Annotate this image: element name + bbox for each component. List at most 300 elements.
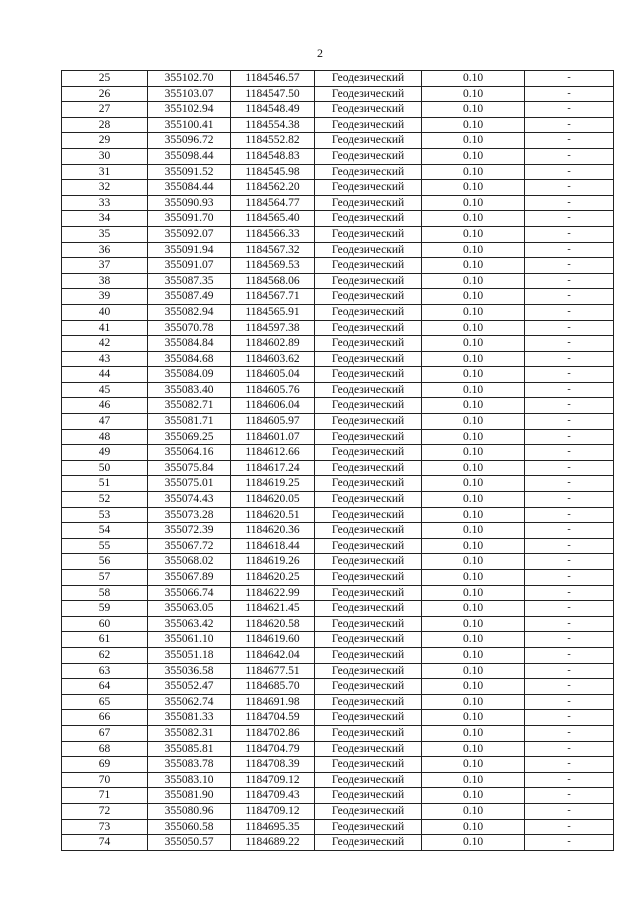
description-cell: - bbox=[525, 86, 614, 102]
point-number-cell: 56 bbox=[62, 554, 148, 570]
description-cell: - bbox=[525, 492, 614, 508]
accuracy-cell: 0.10 bbox=[422, 647, 525, 663]
x-coordinate-cell: 355068.02 bbox=[148, 554, 231, 570]
table-row bbox=[62, 663, 614, 679]
y-coordinate-cell: 1184545.98 bbox=[231, 164, 315, 180]
page-number: 2 bbox=[317, 46, 323, 60]
accuracy-cell: 0.10 bbox=[422, 351, 525, 367]
y-coordinate-cell: 1184642.04 bbox=[231, 647, 315, 663]
description-cell: - bbox=[525, 102, 614, 118]
method-cell: Геодезический bbox=[315, 772, 422, 788]
description-cell: - bbox=[525, 803, 614, 819]
x-coordinate-cell: 355087.35 bbox=[148, 273, 231, 289]
method-cell: Геодезический bbox=[315, 788, 422, 804]
x-coordinate-cell: 355092.07 bbox=[148, 226, 231, 242]
accuracy-cell: 0.10 bbox=[422, 102, 525, 118]
y-coordinate-cell: 1184597.38 bbox=[231, 320, 315, 336]
method-cell: Геодезический bbox=[315, 429, 422, 445]
table-row bbox=[62, 336, 614, 352]
table-row bbox=[62, 538, 614, 554]
description-cell: - bbox=[525, 304, 614, 320]
description-cell: - bbox=[525, 336, 614, 352]
method-cell: Геодезический bbox=[315, 757, 422, 773]
description-cell: - bbox=[525, 679, 614, 695]
point-number-cell: 74 bbox=[62, 835, 148, 851]
point-number-cell: 49 bbox=[62, 445, 148, 461]
table-row bbox=[62, 148, 614, 164]
x-coordinate-cell: 355072.39 bbox=[148, 523, 231, 539]
table-row bbox=[62, 523, 614, 539]
point-number-cell: 41 bbox=[62, 320, 148, 336]
table-row bbox=[62, 351, 614, 367]
accuracy-cell: 0.10 bbox=[422, 211, 525, 227]
table-row bbox=[62, 647, 614, 663]
y-coordinate-cell: 1184709.12 bbox=[231, 803, 315, 819]
point-number-cell: 35 bbox=[62, 226, 148, 242]
accuracy-cell: 0.10 bbox=[422, 492, 525, 508]
y-coordinate-cell: 1184691.98 bbox=[231, 694, 315, 710]
y-coordinate-cell: 1184566.33 bbox=[231, 226, 315, 242]
y-coordinate-cell: 1184689.22 bbox=[231, 835, 315, 851]
point-number-cell: 37 bbox=[62, 258, 148, 274]
description-cell: - bbox=[525, 429, 614, 445]
x-coordinate-cell: 355100.41 bbox=[148, 117, 231, 133]
method-cell: Геодезический bbox=[315, 414, 422, 430]
table-row bbox=[62, 585, 614, 601]
method-cell: Геодезический bbox=[315, 476, 422, 492]
x-coordinate-cell: 355091.07 bbox=[148, 258, 231, 274]
y-coordinate-cell: 1184548.49 bbox=[231, 102, 315, 118]
method-cell: Геодезический bbox=[315, 336, 422, 352]
y-coordinate-cell: 1184695.35 bbox=[231, 819, 315, 835]
accuracy-cell: 0.10 bbox=[422, 117, 525, 133]
method-cell: Геодезический bbox=[315, 382, 422, 398]
description-cell: - bbox=[525, 647, 614, 663]
x-coordinate-cell: 355081.33 bbox=[148, 710, 231, 726]
x-coordinate-cell: 355073.28 bbox=[148, 507, 231, 523]
coordinates-table-body bbox=[62, 71, 614, 851]
description-cell: - bbox=[525, 741, 614, 757]
accuracy-cell: 0.10 bbox=[422, 616, 525, 632]
x-coordinate-cell: 355102.70 bbox=[148, 71, 231, 87]
accuracy-cell: 0.10 bbox=[422, 585, 525, 601]
x-coordinate-cell: 355067.72 bbox=[148, 538, 231, 554]
method-cell: Геодезический bbox=[315, 741, 422, 757]
y-coordinate-cell: 1184548.83 bbox=[231, 148, 315, 164]
y-coordinate-cell: 1184620.58 bbox=[231, 616, 315, 632]
method-cell: Геодезический bbox=[315, 694, 422, 710]
method-cell: Геодезический bbox=[315, 133, 422, 149]
y-coordinate-cell: 1184603.62 bbox=[231, 351, 315, 367]
point-number-cell: 68 bbox=[62, 741, 148, 757]
x-coordinate-cell: 355062.74 bbox=[148, 694, 231, 710]
point-number-cell: 63 bbox=[62, 663, 148, 679]
x-coordinate-cell: 355084.09 bbox=[148, 367, 231, 383]
x-coordinate-cell: 355084.44 bbox=[148, 180, 231, 196]
y-coordinate-cell: 1184568.06 bbox=[231, 273, 315, 289]
accuracy-cell: 0.10 bbox=[422, 601, 525, 617]
method-cell: Геодезический bbox=[315, 273, 422, 289]
point-number-cell: 50 bbox=[62, 460, 148, 476]
point-number-cell: 45 bbox=[62, 382, 148, 398]
table-row bbox=[62, 757, 614, 773]
accuracy-cell: 0.10 bbox=[422, 538, 525, 554]
y-coordinate-cell: 1184709.43 bbox=[231, 788, 315, 804]
y-coordinate-cell: 1184605.04 bbox=[231, 367, 315, 383]
method-cell: Геодезический bbox=[315, 304, 422, 320]
point-number-cell: 70 bbox=[62, 772, 148, 788]
accuracy-cell: 0.10 bbox=[422, 429, 525, 445]
method-cell: Геодезический bbox=[315, 492, 422, 508]
table-row bbox=[62, 164, 614, 180]
y-coordinate-cell: 1184704.79 bbox=[231, 741, 315, 757]
description-cell: - bbox=[525, 117, 614, 133]
description-cell: - bbox=[525, 351, 614, 367]
table-row bbox=[62, 86, 614, 102]
point-number-cell: 58 bbox=[62, 585, 148, 601]
description-cell: - bbox=[525, 289, 614, 305]
point-number-cell: 26 bbox=[62, 86, 148, 102]
description-cell: - bbox=[525, 180, 614, 196]
table-row bbox=[62, 258, 614, 274]
description-cell: - bbox=[525, 523, 614, 539]
description-cell: - bbox=[525, 554, 614, 570]
table-row bbox=[62, 180, 614, 196]
point-number-cell: 67 bbox=[62, 725, 148, 741]
point-number-cell: 36 bbox=[62, 242, 148, 258]
x-coordinate-cell: 355064.16 bbox=[148, 445, 231, 461]
point-number-cell: 66 bbox=[62, 710, 148, 726]
description-cell: - bbox=[525, 694, 614, 710]
table-row bbox=[62, 601, 614, 617]
x-coordinate-cell: 355082.94 bbox=[148, 304, 231, 320]
point-number-cell: 38 bbox=[62, 273, 148, 289]
method-cell: Геодезический bbox=[315, 570, 422, 586]
description-cell: - bbox=[525, 460, 614, 476]
table-row bbox=[62, 492, 614, 508]
accuracy-cell: 0.10 bbox=[422, 258, 525, 274]
description-cell: - bbox=[525, 835, 614, 851]
x-coordinate-cell: 355070.78 bbox=[148, 320, 231, 336]
method-cell: Геодезический bbox=[315, 226, 422, 242]
x-coordinate-cell: 355075.01 bbox=[148, 476, 231, 492]
y-coordinate-cell: 1184562.20 bbox=[231, 180, 315, 196]
description-cell: - bbox=[525, 382, 614, 398]
y-coordinate-cell: 1184621.45 bbox=[231, 601, 315, 617]
method-cell: Геодезический bbox=[315, 86, 422, 102]
accuracy-cell: 0.10 bbox=[422, 570, 525, 586]
table-row bbox=[62, 445, 614, 461]
point-number-cell: 46 bbox=[62, 398, 148, 414]
point-number-cell: 33 bbox=[62, 195, 148, 211]
table-row bbox=[62, 803, 614, 819]
point-number-cell: 42 bbox=[62, 336, 148, 352]
point-number-cell: 64 bbox=[62, 679, 148, 695]
x-coordinate-cell: 355096.72 bbox=[148, 133, 231, 149]
table-row bbox=[62, 679, 614, 695]
table-row bbox=[62, 273, 614, 289]
point-number-cell: 43 bbox=[62, 351, 148, 367]
y-coordinate-cell: 1184620.25 bbox=[231, 570, 315, 586]
accuracy-cell: 0.10 bbox=[422, 133, 525, 149]
description-cell: - bbox=[525, 242, 614, 258]
table-row bbox=[62, 226, 614, 242]
method-cell: Геодезический bbox=[315, 117, 422, 133]
y-coordinate-cell: 1184677.51 bbox=[231, 663, 315, 679]
point-number-cell: 73 bbox=[62, 819, 148, 835]
accuracy-cell: 0.10 bbox=[422, 554, 525, 570]
y-coordinate-cell: 1184552.82 bbox=[231, 133, 315, 149]
method-cell: Геодезический bbox=[315, 289, 422, 305]
method-cell: Геодезический bbox=[315, 507, 422, 523]
x-coordinate-cell: 355082.31 bbox=[148, 725, 231, 741]
table-row bbox=[62, 570, 614, 586]
table-row bbox=[62, 195, 614, 211]
description-cell: - bbox=[525, 632, 614, 648]
table-row bbox=[62, 289, 614, 305]
description-cell: - bbox=[525, 725, 614, 741]
table-row bbox=[62, 398, 614, 414]
y-coordinate-cell: 1184709.12 bbox=[231, 772, 315, 788]
accuracy-cell: 0.10 bbox=[422, 788, 525, 804]
x-coordinate-cell: 355081.71 bbox=[148, 414, 231, 430]
accuracy-cell: 0.10 bbox=[422, 180, 525, 196]
x-coordinate-cell: 355091.70 bbox=[148, 211, 231, 227]
method-cell: Геодезический bbox=[315, 164, 422, 180]
description-cell: - bbox=[525, 819, 614, 835]
x-coordinate-cell: 355080.96 bbox=[148, 803, 231, 819]
accuracy-cell: 0.10 bbox=[422, 476, 525, 492]
table-row bbox=[62, 710, 614, 726]
x-coordinate-cell: 355091.94 bbox=[148, 242, 231, 258]
method-cell: Геодезический bbox=[315, 445, 422, 461]
description-cell: - bbox=[525, 148, 614, 164]
y-coordinate-cell: 1184619.25 bbox=[231, 476, 315, 492]
description-cell: - bbox=[525, 616, 614, 632]
accuracy-cell: 0.10 bbox=[422, 320, 525, 336]
description-cell: - bbox=[525, 226, 614, 242]
x-coordinate-cell: 355084.84 bbox=[148, 336, 231, 352]
y-coordinate-cell: 1184612.66 bbox=[231, 445, 315, 461]
method-cell: Геодезический bbox=[315, 148, 422, 164]
accuracy-cell: 0.10 bbox=[422, 741, 525, 757]
description-cell: - bbox=[525, 320, 614, 336]
method-cell: Геодезический bbox=[315, 585, 422, 601]
y-coordinate-cell: 1184602.89 bbox=[231, 336, 315, 352]
method-cell: Геодезический bbox=[315, 725, 422, 741]
description-cell: - bbox=[525, 476, 614, 492]
method-cell: Геодезический bbox=[315, 102, 422, 118]
description-cell: - bbox=[525, 164, 614, 180]
x-coordinate-cell: 355066.74 bbox=[148, 585, 231, 601]
table-row bbox=[62, 102, 614, 118]
accuracy-cell: 0.10 bbox=[422, 523, 525, 539]
y-coordinate-cell: 1184620.51 bbox=[231, 507, 315, 523]
table-row bbox=[62, 819, 614, 835]
accuracy-cell: 0.10 bbox=[422, 507, 525, 523]
table-row bbox=[62, 725, 614, 741]
description-cell: - bbox=[525, 507, 614, 523]
method-cell: Геодезический bbox=[315, 538, 422, 554]
method-cell: Геодезический bbox=[315, 211, 422, 227]
accuracy-cell: 0.10 bbox=[422, 694, 525, 710]
point-number-cell: 39 bbox=[62, 289, 148, 305]
description-cell: - bbox=[525, 211, 614, 227]
y-coordinate-cell: 1184619.26 bbox=[231, 554, 315, 570]
y-coordinate-cell: 1184565.91 bbox=[231, 304, 315, 320]
y-coordinate-cell: 1184618.44 bbox=[231, 538, 315, 554]
description-cell: - bbox=[525, 663, 614, 679]
x-coordinate-cell: 355069.25 bbox=[148, 429, 231, 445]
method-cell: Геодезический bbox=[315, 195, 422, 211]
point-number-cell: 47 bbox=[62, 414, 148, 430]
table-row bbox=[62, 772, 614, 788]
point-number-cell: 28 bbox=[62, 117, 148, 133]
description-cell: - bbox=[525, 414, 614, 430]
method-cell: Геодезический bbox=[315, 819, 422, 835]
y-coordinate-cell: 1184546.57 bbox=[231, 71, 315, 87]
description-cell: - bbox=[525, 367, 614, 383]
table-row bbox=[62, 460, 614, 476]
point-number-cell: 48 bbox=[62, 429, 148, 445]
method-cell: Геодезический bbox=[315, 601, 422, 617]
description-cell: - bbox=[525, 133, 614, 149]
accuracy-cell: 0.10 bbox=[422, 398, 525, 414]
x-coordinate-cell: 355036.58 bbox=[148, 663, 231, 679]
y-coordinate-cell: 1184569.53 bbox=[231, 258, 315, 274]
accuracy-cell: 0.10 bbox=[422, 195, 525, 211]
table-row bbox=[62, 304, 614, 320]
description-cell: - bbox=[525, 195, 614, 211]
table-row bbox=[62, 242, 614, 258]
description-cell: - bbox=[525, 772, 614, 788]
accuracy-cell: 0.10 bbox=[422, 367, 525, 383]
accuracy-cell: 0.10 bbox=[422, 819, 525, 835]
point-number-cell: 65 bbox=[62, 694, 148, 710]
x-coordinate-cell: 355050.57 bbox=[148, 835, 231, 851]
method-cell: Геодезический bbox=[315, 663, 422, 679]
y-coordinate-cell: 1184567.71 bbox=[231, 289, 315, 305]
method-cell: Геодезический bbox=[315, 616, 422, 632]
point-number-cell: 40 bbox=[62, 304, 148, 320]
table-row bbox=[62, 788, 614, 804]
y-coordinate-cell: 1184605.76 bbox=[231, 382, 315, 398]
x-coordinate-cell: 355091.52 bbox=[148, 164, 231, 180]
x-coordinate-cell: 355083.40 bbox=[148, 382, 231, 398]
accuracy-cell: 0.10 bbox=[422, 273, 525, 289]
accuracy-cell: 0.10 bbox=[422, 460, 525, 476]
accuracy-cell: 0.10 bbox=[422, 445, 525, 461]
description-cell: - bbox=[525, 258, 614, 274]
accuracy-cell: 0.10 bbox=[422, 757, 525, 773]
x-coordinate-cell: 355090.93 bbox=[148, 195, 231, 211]
x-coordinate-cell: 355074.43 bbox=[148, 492, 231, 508]
accuracy-cell: 0.10 bbox=[422, 725, 525, 741]
y-coordinate-cell: 1184619.60 bbox=[231, 632, 315, 648]
x-coordinate-cell: 355081.90 bbox=[148, 788, 231, 804]
x-coordinate-cell: 355082.71 bbox=[148, 398, 231, 414]
accuracy-cell: 0.10 bbox=[422, 304, 525, 320]
point-number-cell: 71 bbox=[62, 788, 148, 804]
x-coordinate-cell: 355067.89 bbox=[148, 570, 231, 586]
x-coordinate-cell: 355098.44 bbox=[148, 148, 231, 164]
y-coordinate-cell: 1184601.07 bbox=[231, 429, 315, 445]
table-row bbox=[62, 694, 614, 710]
x-coordinate-cell: 355063.42 bbox=[148, 616, 231, 632]
table-row bbox=[62, 133, 614, 149]
table-row bbox=[62, 476, 614, 492]
method-cell: Геодезический bbox=[315, 523, 422, 539]
x-coordinate-cell: 355103.07 bbox=[148, 86, 231, 102]
method-cell: Геодезический bbox=[315, 632, 422, 648]
table-row bbox=[62, 835, 614, 851]
method-cell: Геодезический bbox=[315, 258, 422, 274]
accuracy-cell: 0.10 bbox=[422, 148, 525, 164]
description-cell: - bbox=[525, 585, 614, 601]
table-row bbox=[62, 507, 614, 523]
x-coordinate-cell: 355075.84 bbox=[148, 460, 231, 476]
accuracy-cell: 0.10 bbox=[422, 835, 525, 851]
description-cell: - bbox=[525, 398, 614, 414]
description-cell: - bbox=[525, 445, 614, 461]
accuracy-cell: 0.10 bbox=[422, 71, 525, 87]
table-row bbox=[62, 414, 614, 430]
method-cell: Геодезический bbox=[315, 351, 422, 367]
x-coordinate-cell: 355083.10 bbox=[148, 772, 231, 788]
y-coordinate-cell: 1184606.04 bbox=[231, 398, 315, 414]
method-cell: Геодезический bbox=[315, 647, 422, 663]
table-row bbox=[62, 632, 614, 648]
description-cell: - bbox=[525, 757, 614, 773]
y-coordinate-cell: 1184565.40 bbox=[231, 211, 315, 227]
point-number-cell: 31 bbox=[62, 164, 148, 180]
point-number-cell: 60 bbox=[62, 616, 148, 632]
point-number-cell: 34 bbox=[62, 211, 148, 227]
method-cell: Геодезический bbox=[315, 554, 422, 570]
x-coordinate-cell: 355102.94 bbox=[148, 102, 231, 118]
description-cell: - bbox=[525, 71, 614, 87]
method-cell: Геодезический bbox=[315, 460, 422, 476]
method-cell: Геодезический bbox=[315, 803, 422, 819]
y-coordinate-cell: 1184622.99 bbox=[231, 585, 315, 601]
y-coordinate-cell: 1184554.38 bbox=[231, 117, 315, 133]
method-cell: Геодезический bbox=[315, 835, 422, 851]
point-number-cell: 59 bbox=[62, 601, 148, 617]
accuracy-cell: 0.10 bbox=[422, 663, 525, 679]
table-row bbox=[62, 367, 614, 383]
y-coordinate-cell: 1184605.97 bbox=[231, 414, 315, 430]
point-number-cell: 25 bbox=[62, 71, 148, 87]
x-coordinate-cell: 355084.68 bbox=[148, 351, 231, 367]
table-row bbox=[62, 382, 614, 398]
point-number-cell: 29 bbox=[62, 133, 148, 149]
x-coordinate-cell: 355060.58 bbox=[148, 819, 231, 835]
x-coordinate-cell: 355087.49 bbox=[148, 289, 231, 305]
table-row bbox=[62, 117, 614, 133]
point-number-cell: 44 bbox=[62, 367, 148, 383]
x-coordinate-cell: 355051.18 bbox=[148, 647, 231, 663]
x-coordinate-cell: 355085.81 bbox=[148, 741, 231, 757]
x-coordinate-cell: 355063.05 bbox=[148, 601, 231, 617]
method-cell: Геодезический bbox=[315, 710, 422, 726]
y-coordinate-cell: 1184617.24 bbox=[231, 460, 315, 476]
table-row bbox=[62, 616, 614, 632]
table-row bbox=[62, 320, 614, 336]
accuracy-cell: 0.10 bbox=[422, 86, 525, 102]
y-coordinate-cell: 1184702.86 bbox=[231, 725, 315, 741]
method-cell: Геодезический bbox=[315, 679, 422, 695]
y-coordinate-cell: 1184567.32 bbox=[231, 242, 315, 258]
